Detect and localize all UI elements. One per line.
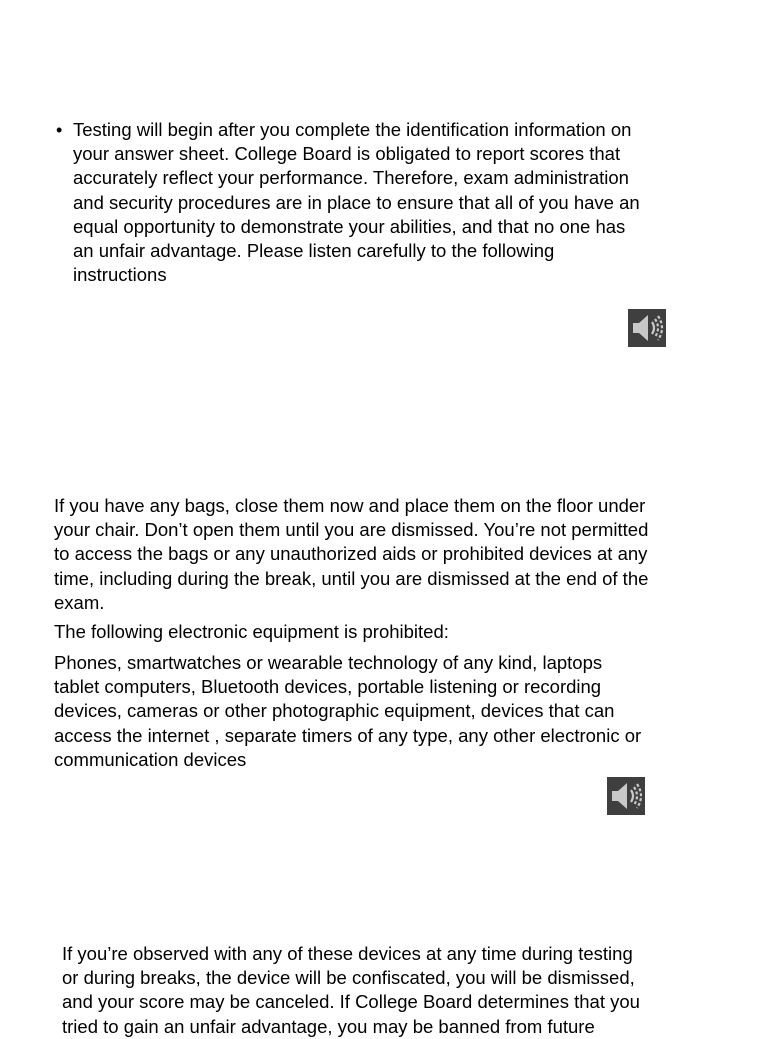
prohibited-equipment-heading: The following electronic equipment is prohibited:	[54, 621, 449, 642]
speaker-icon-graphic	[628, 309, 666, 347]
speaker-icon[interactable]	[628, 309, 666, 347]
speaker-icon-graphic	[607, 777, 645, 815]
slide1-bullet-item	[56, 118, 716, 287]
prohibited-devices-paragraph: Phones, smartwatches or wearable technology of any kind, laptops tablet computers, Bluetooth devices, portable listening or recording devices, cameras or other photographic equipment, devices that can access the internet , separate timers of any type, any other electronic or communication devices	[54, 652, 642, 770]
bullet-marker: •	[56, 120, 63, 140]
testing-instructions-text: Testing will begin after you complete the identification information on your answer sheet. College Board is obligated to report scores that accurately reflect your performance. Therefore, exam administration and security procedures are in place to ensure that all of you have an equal opportunity to demonstrate your abilities, and that no one has an unfair advantage. Please listen carefully to the following instructions	[73, 119, 640, 286]
device-violation-warning-paragraph: If you’re observed with any of these devices at any time during testing or during breaks, the device will be confiscated, you will be dismissed, and your score may be canceled. If College Board determines that you tried to gain an unfair advantage, you may be banned from future	[62, 943, 640, 1037]
speaker-icon[interactable]	[607, 777, 645, 815]
bags-instructions-paragraph: If you have any bags, close them now and place them on the floor under your chair. Don’t open them until you are dismissed. You’re not permitted to access the bags or any unauthorized aids or prohibited devices at any time, including during the break, until you are dismissed at the end of the exam.	[54, 495, 649, 613]
